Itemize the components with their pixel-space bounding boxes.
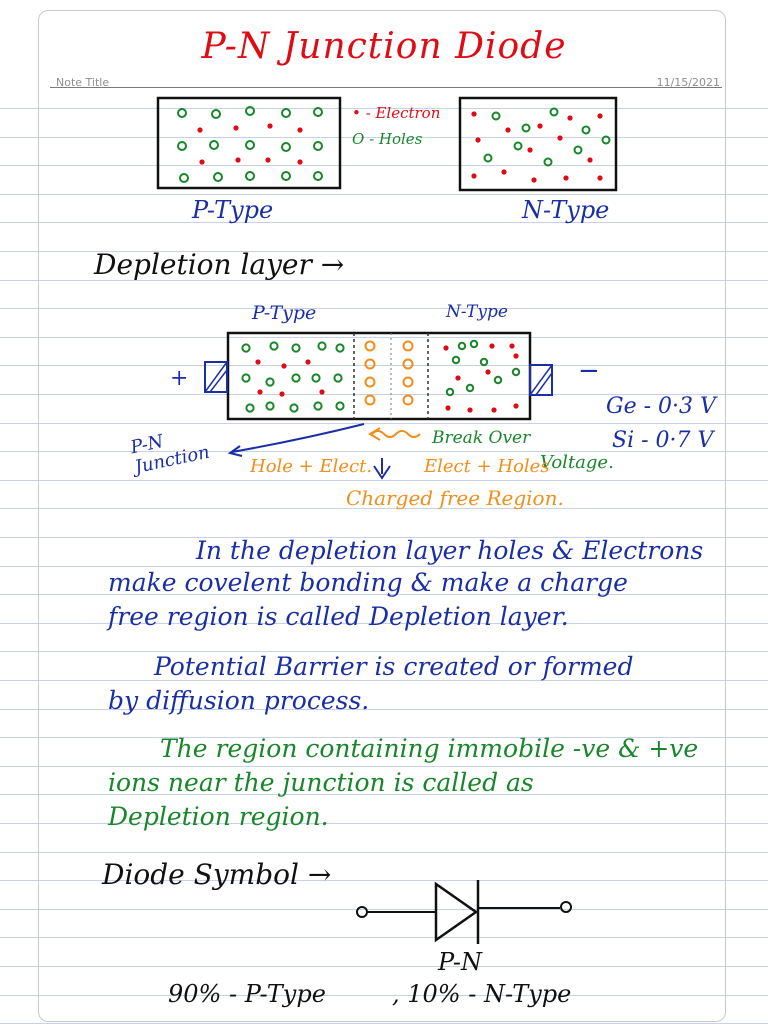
electron-mark [485, 369, 490, 374]
hole-mark [314, 108, 322, 116]
hole-mark [246, 141, 254, 149]
hole-mark [583, 127, 590, 134]
depletion-p-label: P-Type [252, 302, 317, 324]
top-n-type-label: N-Type [522, 196, 610, 224]
junction-arrow [232, 424, 364, 452]
n-type-carriers [471, 109, 609, 183]
junction-label: P-N Junction [128, 430, 212, 478]
electron-mark [513, 353, 518, 358]
electron-mark [527, 147, 532, 152]
hole-mark [210, 141, 218, 149]
electron-mark [567, 115, 572, 120]
electron-mark [491, 407, 496, 412]
legend-holes: O - Holes [352, 130, 423, 148]
hole-mark [515, 143, 522, 150]
ge-voltage: Ge - 0·3 V [606, 394, 716, 419]
hole-mark [575, 147, 582, 154]
note-title-meta: Note Title [56, 76, 110, 89]
electron-mark [471, 173, 476, 178]
p-percent: 90% - P-Type [168, 980, 326, 1008]
hole-mark [270, 342, 277, 349]
hole-mark [471, 341, 477, 347]
electron-mark [265, 157, 270, 162]
electron-mark [505, 127, 510, 132]
hole-mark [453, 357, 459, 363]
hole-mark [485, 155, 492, 162]
hole-mark [292, 344, 299, 351]
electron-mark [471, 111, 476, 116]
depletion-heading: Depletion layer → [94, 248, 345, 281]
electron-mark [233, 125, 238, 130]
hole-mark [292, 374, 299, 381]
electron-mark [443, 345, 448, 350]
minus-sign: − [578, 356, 600, 386]
hole-mark [366, 342, 375, 351]
elect-holes-label: Elect + Holes [424, 456, 550, 477]
electron-mark [597, 113, 602, 118]
hole-mark [266, 378, 273, 385]
electron-mark [455, 375, 460, 380]
electron-mark [467, 407, 472, 412]
electron-mark [197, 127, 202, 132]
top-p-type-label: P-Type [192, 196, 274, 224]
hole-mark [178, 109, 186, 117]
hole-mark [459, 343, 465, 349]
n-type-box [460, 98, 616, 190]
hole-mark [290, 404, 297, 411]
electron-mark [597, 175, 602, 180]
hole-mark [266, 402, 273, 409]
depletion-carriers [242, 341, 519, 413]
hole-mark [404, 360, 413, 369]
hole-mark [246, 172, 254, 180]
electron-mark [255, 359, 260, 364]
hole-mark [180, 174, 188, 182]
hole-mark [603, 137, 610, 144]
paragraph-2-line-1: Potential Barrier is created or formed [154, 652, 634, 681]
electron-mark [297, 127, 302, 132]
diode-symbol-icon [357, 880, 571, 944]
down-arrow [374, 458, 390, 478]
electron-mark [199, 159, 204, 164]
paragraph-1-line-1: In the depletion layer holes & Electrons [196, 536, 704, 565]
paragraph-2-line-2: by diffusion process. [108, 686, 370, 715]
hole-mark [282, 172, 290, 180]
paragraph-3-line-2: ions near the junction is called as [108, 768, 534, 797]
electron-mark [305, 359, 310, 364]
note-date: 11/15/2021 [656, 76, 720, 89]
electron-mark [537, 123, 542, 128]
hole-mark [242, 374, 249, 381]
hole-elect-label: Hole + Elect. [250, 456, 373, 477]
electron-mark [319, 389, 324, 394]
hole-mark [481, 359, 487, 365]
hole-mark [495, 377, 501, 383]
hole-mark [246, 107, 254, 115]
hole-mark [334, 374, 341, 381]
plus-sign: + [170, 366, 189, 391]
p-type-carriers [178, 107, 322, 182]
electron-mark [531, 177, 536, 182]
n-percent: , 10% - N-Type [392, 980, 572, 1008]
electron-mark [279, 391, 284, 396]
hole-mark [336, 344, 343, 351]
page-title: P-N Junction Diode [201, 26, 567, 67]
break-over-arrow [372, 431, 420, 437]
electron-mark [267, 123, 272, 128]
electron-mark [557, 135, 562, 140]
hole-mark [312, 374, 319, 381]
charge-free-label: Charged free Region. [346, 486, 564, 510]
hole-mark [336, 402, 343, 409]
hole-mark [212, 110, 220, 118]
hole-mark [467, 385, 473, 391]
electron-mark [501, 169, 506, 174]
hole-mark [366, 396, 375, 405]
hole-mark [551, 109, 558, 116]
paragraph-3-line-1: The region containing immobile -ve & +ve [160, 734, 699, 763]
hole-mark [545, 159, 552, 166]
paragraph-3-line-3: Depletion region. [108, 802, 329, 831]
break-over-label: Break Over [432, 428, 531, 448]
pn-label: P-N [438, 948, 482, 976]
hole-mark [404, 396, 413, 405]
hole-mark [242, 344, 249, 351]
electron-mark [489, 343, 494, 348]
hole-mark [282, 143, 290, 151]
paragraph-1-line-3: free region is called Depletion layer. [108, 602, 569, 631]
hole-mark [513, 369, 519, 375]
hole-mark [246, 404, 253, 411]
hole-mark [314, 142, 322, 150]
hole-mark [523, 125, 530, 132]
electron-mark [563, 175, 568, 180]
electron-mark [297, 159, 302, 164]
electron-mark [445, 405, 450, 410]
hole-mark [404, 342, 413, 351]
depletion-n-label: N-Type [446, 302, 508, 322]
electron-mark [509, 343, 514, 348]
hole-mark [404, 378, 413, 387]
hole-mark [178, 142, 186, 150]
hole-mark [314, 402, 321, 409]
hole-mark [366, 360, 375, 369]
hole-mark [447, 389, 453, 395]
si-voltage: Si - 0·7 V [612, 428, 714, 453]
paragraph-1-line-2: make covelent bonding & make a charge [108, 568, 628, 597]
hole-mark [282, 109, 290, 117]
diode-heading: Diode Symbol → [102, 858, 332, 891]
electron-mark [513, 403, 518, 408]
hole-mark [366, 378, 375, 387]
legend-electron: • - Electron [352, 104, 441, 122]
electron-mark [257, 389, 262, 394]
electron-mark [587, 157, 592, 162]
hole-mark [214, 173, 222, 181]
voltage-label: Voltage. [540, 452, 614, 473]
hole-mark [314, 172, 322, 180]
hole-mark [493, 113, 500, 120]
electron-mark [235, 157, 240, 162]
hole-mark [318, 342, 325, 349]
electron-mark [475, 137, 480, 142]
electron-mark [281, 363, 286, 368]
